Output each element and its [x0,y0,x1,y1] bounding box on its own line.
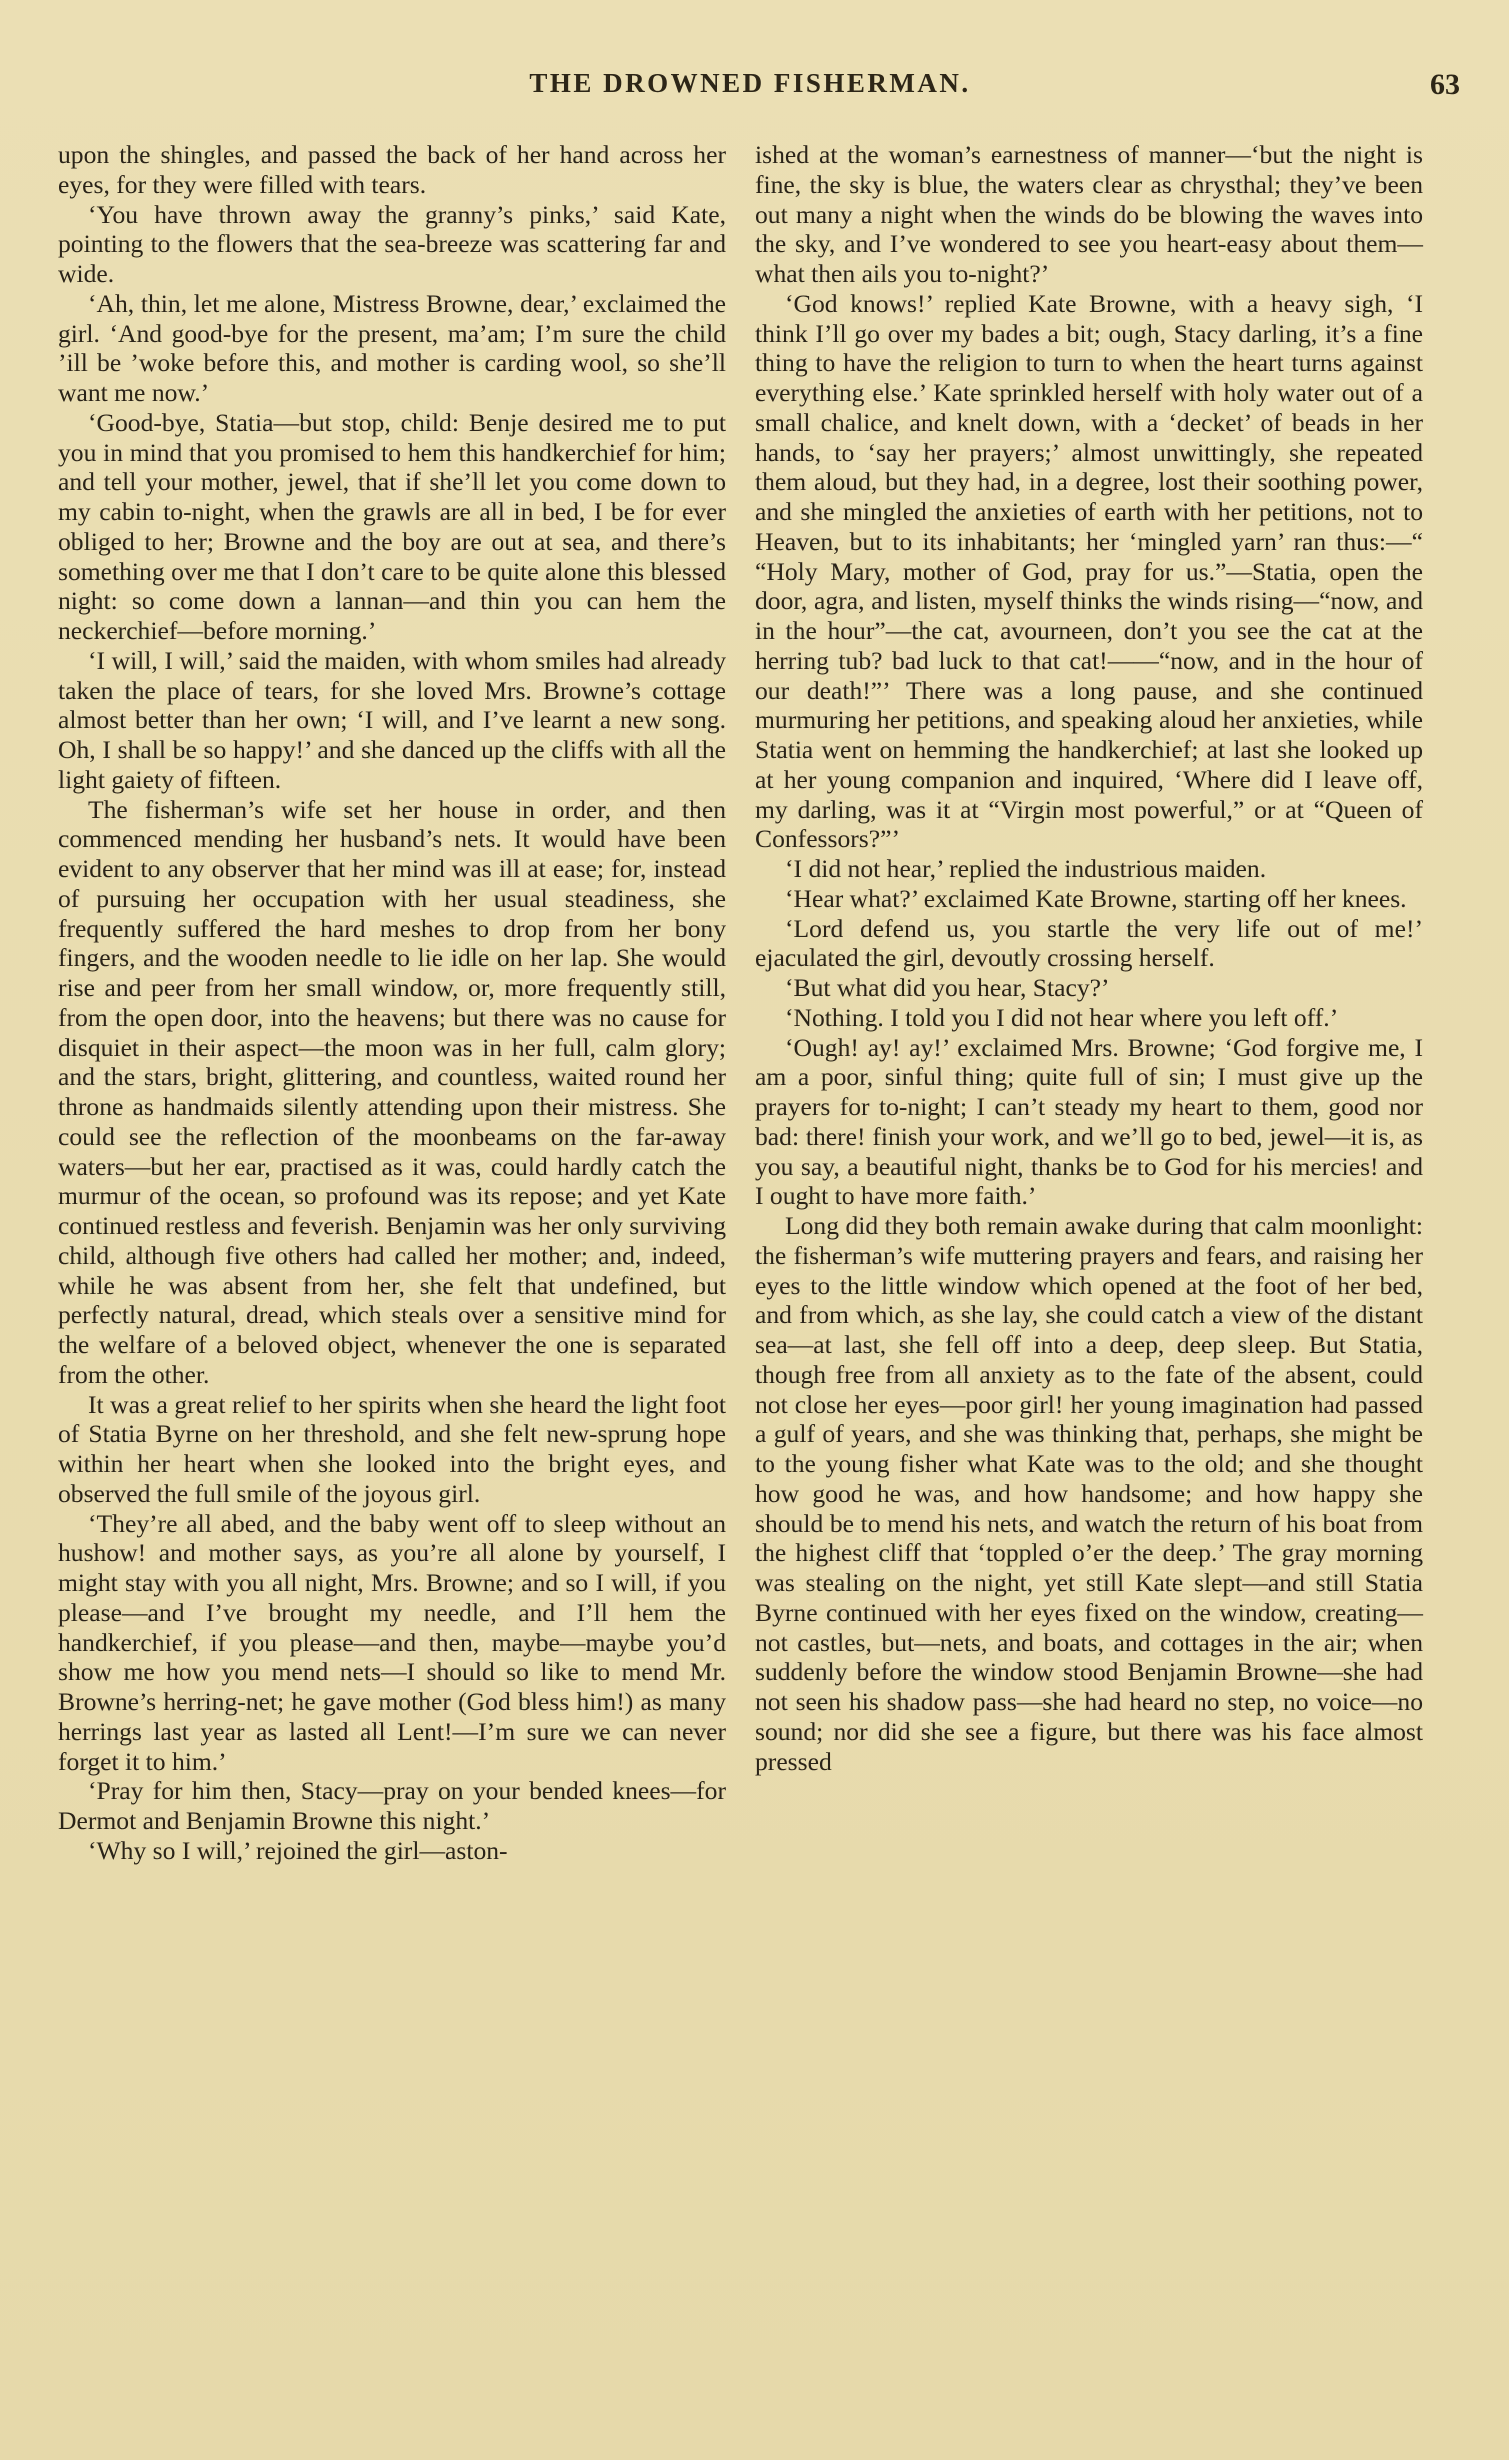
paragraph: ‘But what did you hear, Stacy?’ [785,973,1110,1002]
paragraph: ished at the woman’s earnestness of manner—‘but the night is fine, the sky is blue, the waters clear as chrysthal; they’ve been out many a night when the winds do be blowing the waves into the sky, and I’ve wondered to see you heart-easy about them—what then ails you to-night?’ [755,140,1423,288]
page-number: 63 [1430,68,1460,101]
paragraph: ‘They’re all abed, and the baby went off to sleep without an hushow! and mother says, as you’re all alone by yourself, I might stay with you all night, Mrs. Browne; and so I will, if you please—and I’ve brought my needle, and I’ll hem the handkerchief, if you please—and then, maybe—maybe you’d show me how you mend nets—I should so like to mend Mr. Browne’s herring-net; he gave mother (God bless him!) as many herrings last year as lasted all Lent!—I’m sure we can never forget it to him.’ [58,1508,726,1776]
left-column [58,140,726,1866]
paragraph: Long did they both remain awake during that calm moonlight: the fisherman’s wife muttering prayers and fears, and raising her eyes to the little window which opened at the foot of her bed, and from which, as she lay, she could catch a view of the distant sea—at last, she fell off into a deep, deep sleep. But Statia, though free from all anxiety as to the fate of the absent, could not close her eyes—poor girl! her young imagination had passed a gulf of years, and she was thinking that, perhaps, she might be to the young fisher what Kate was to the old; and she thought how good he was, and how handsome; and how happy she should be to mend his nets, and watch the return of his boat from the highest cliff that ‘toppled o’er the deep.’ The gray morning was stealing on the night, yet still Kate slept—and still Statia Byrne continued with her eyes fixed on the window, creating—not castles, but—nets, and boats, and cottages in the air; when suddenly before the window stood Benjamin Browne—she had not seen his shadow pass—she had heard no step, no voice—no sound; nor did she see a figure, but there was his face almost pressed [755,1211,1423,1776]
paragraph: ‘I did not hear,’ replied the industrious maiden. [785,854,1267,883]
paragraph: ‘You have thrown away the granny’s pinks,’ said Kate, pointing to the flowers that the sea-breeze was scattering far and wide. [58,199,726,288]
paragraph: ‘Pray for him then, Stacy—pray on your bended knees—for Dermot and Benjamin Browne this night.’ [58,1776,726,1835]
paragraph: It was a great relief to her spirits when she heard the light foot of Statia Byrne on her threshold, and she felt new-sprung hope within her heart when she looked into the bright eyes, and observed the full smile of the joyous girl. [58,1389,726,1508]
paragraph: upon the shingles, and passed the back of her hand across her eyes, for they were filled with tears. [58,140,726,199]
running-head [40,68,1460,108]
paragraph: ‘Lord defend us, you startle the very life out of me!’ ejaculated the girl, devoutly crossing herself. [755,913,1423,973]
paragraph: ‘Ough! ay! ay!’ exclaimed Mrs. Browne; ‘God forgive me, I am a poor, sinful thing; quite full of sin; I must give up the prayers for to-night; I can’t steady my heart to them, good nor bad: there! finish your work, and we’ll go to bed, jewel—it is, as you say, a beautiful night, thanks be to God for his mercies! and I ought to have more faith.’ [755,1032,1423,1211]
paragraph: ‘I will, I will,’ said the maiden, with whom smiles had already taken the place of tears, for she loved Mrs. Browne’s cottage almost better than her own; ‘I will, and I’ve learnt a new song. Oh, I shall be so happy!’ and she danced up the cliffs with all the light gaiety of fifteen. [58,645,726,794]
paragraph: ‘Ah, thin, let me alone, Mistress Browne, dear,’ exclaimed the girl. ‘And good-bye for the present, ma’am; I’m sure the child ’ill be ’woke before this, and mother is carding wool, so she’ll want me now.’ [58,288,726,407]
running-title: THE DROWNED FISHERMAN. [529,68,971,98]
paragraph: ‘God knows!’ replied Kate Browne, with a heavy sigh, ‘I think I’ll go over my bades a bit; ough, Stacy darling, it’s a fine thing to have the religion to turn to when the heart turns against everything else.’ Kate sprinkled herself with holy water out of a small chalice, and knelt down, with a ‘decket’ of beads in her hands, to ‘say her prayers;’ almost unwittingly, she repeated them aloud, but they had, in a degree, lost their soothing power, and she mingled the anxieties of earth with her petitions, not to Heaven, but to its inhabitants; her ‘mingled yarn’ ran thus:—“ “Holy Mary, mother of God, pray for us.”—Statia, open the door, agra, and listen, myself thinks the winds rising—“now, and in the hour”—the cat, avourneen, don’t you see the cat at the herring tub? bad luck to that cat!——“now, and in the hour of our death!”’ There was a long pause, and she continued murmuring her petitions, and speaking aloud her anxieties, while Statia went on hemming the handkerchief; at last she looked up at her young companion and inquired, ‘Where did I leave off, my darling, was it at “Virgin most powerful,” or at “Queen of Confessors?”’ [755,288,1423,854]
paragraph: ‘Nothing. I told you I did not hear where you left off.’ [785,1002,1339,1032]
right-column [755,140,1423,1776]
paragraph: ‘Why so I will,’ rejoined the girl—aston- [88,1835,508,1865]
paragraph: ‘Good-bye, Statia—but stop, child: Benje desired me to put you in mind that you promised to hem this handkerchief for him; and tell your mother, jewel, that if she’ll let you come down to my cabin to-night, when the grawls are all in bed, I be for ever obliged to her; Browne and the boy are out at sea, and there’s something over me that I don’t care to be quite alone this blessed night: so come down a lannan—and thin you can hem the neckerchief—before morning.’ [58,407,726,645]
paragraph: ‘Hear what?’ exclaimed Kate Browne, starting off her knees. [785,883,1407,913]
paragraph: The fisherman’s wife set her house in order, and then commenced mending her husband’s nets. It would have been evident to any observer that her mind was ill at ease; for, instead of pursuing her occupation with her usual steadiness, she frequently suffered the hard meshes to drop from her bony fingers, and the wooden needle to lie idle on her lap. She would rise and peer from her small window, or, more frequently still, from the open door, into the heavens; but there was no cause for disquiet in their aspect—the moon was in her full, calm glory; and the stars, bright, glittering, and countless, waited round her throne as handmaids silently attending upon their mistress. She could see the reflection of the moonbeams on the far-away waters—but her ear, practised as it was, could hardly catch the murmur of the ocean, so profound was its repose; and yet Kate continued restless and feverish. Benjamin was her only surviving child, although five others had called her mother; and, indeed, while he was absent from her, she felt that undefined, but perfectly natural, dread, which steals over a sensitive mind for the welfare of a beloved object, whenever the one is separated from the other. [58,794,726,1389]
